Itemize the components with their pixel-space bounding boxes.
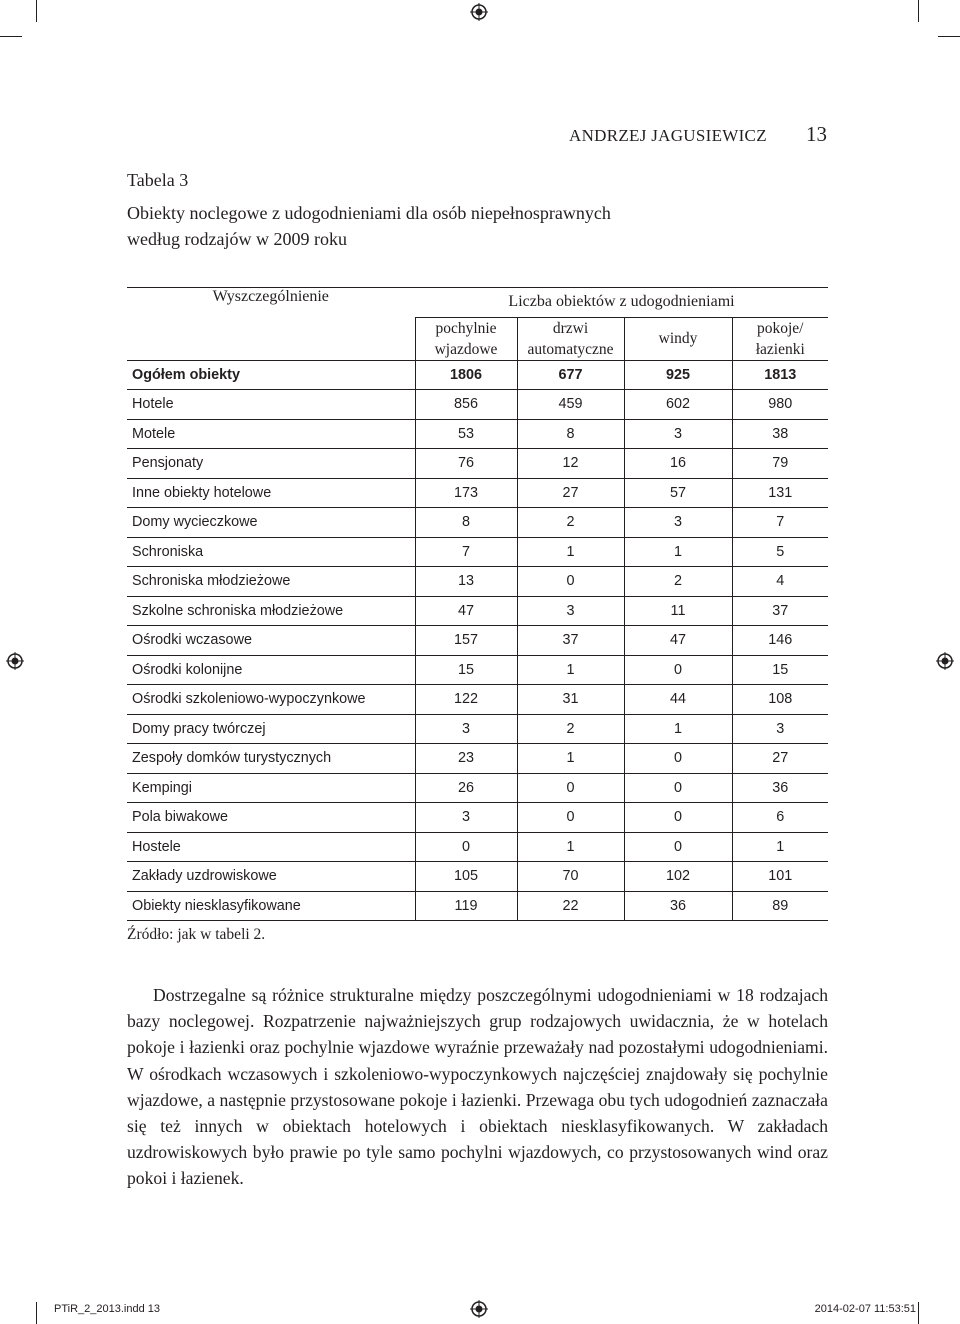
crop-mark <box>918 0 919 22</box>
table-cell: 0 <box>415 832 517 862</box>
print-footer <box>0 1300 960 1320</box>
table-cell: 36 <box>732 773 828 803</box>
table-cell: 11 <box>624 596 732 626</box>
row-label: Kempingi <box>127 773 415 803</box>
row-label: Inne obiekty hotelowe <box>127 478 415 508</box>
table-cell: 3 <box>624 419 732 449</box>
table-cell: 47 <box>415 596 517 626</box>
table-cell: 1 <box>517 832 624 862</box>
table-cell: 47 <box>624 626 732 656</box>
table-cell: 856 <box>415 390 517 420</box>
footer-timestamp: 2014-02-07 11:53:51 <box>814 1303 916 1315</box>
table-row <box>127 626 828 656</box>
table-cell: 5 <box>732 537 828 567</box>
table-cell: 0 <box>517 773 624 803</box>
table-cell: 1 <box>517 655 624 685</box>
table-cell: 1 <box>517 744 624 774</box>
table-cell: 3 <box>415 803 517 833</box>
table-cell: 980 <box>732 390 828 420</box>
table-cell: 0 <box>624 773 732 803</box>
table-cell: 3 <box>415 714 517 744</box>
table-cell: 76 <box>415 449 517 479</box>
table-cell: 459 <box>517 390 624 420</box>
table-row <box>127 862 828 892</box>
table-cell: 105 <box>415 862 517 892</box>
table-cell: 7 <box>415 537 517 567</box>
table-cell: 26 <box>415 773 517 803</box>
table-cell: 15 <box>415 655 517 685</box>
table-cell: 2 <box>517 714 624 744</box>
table-cell: 16 <box>624 449 732 479</box>
table-label: Tabela 3 <box>127 170 189 190</box>
row-label: Ośrodki kolonijne <box>127 655 415 685</box>
row-label: Ogółem obiekty <box>127 360 415 390</box>
table-cell: 157 <box>415 626 517 656</box>
table-row <box>127 714 828 744</box>
row-label: Motele <box>127 419 415 449</box>
table-cell: 108 <box>732 685 828 715</box>
table-cell: 6 <box>732 803 828 833</box>
table-cell: 101 <box>732 862 828 892</box>
row-label: Ośrodki wczasowe <box>127 626 415 656</box>
crop-mark <box>36 0 37 22</box>
table-row <box>127 419 828 449</box>
table-row <box>127 449 828 479</box>
table-row <box>127 508 828 538</box>
table-cell: 0 <box>624 803 732 833</box>
row-label: Zakłady uzdrowiskowe <box>127 862 415 892</box>
running-head-author: ANDRZEJ JAGUSIEWICZ <box>569 126 767 145</box>
row-label: Ośrodki szkoleniowo-wypoczynkowe <box>127 685 415 715</box>
row-label: Szkolne schroniska młodzieżowe <box>127 596 415 626</box>
table-cell: 36 <box>624 891 732 921</box>
table-cell: 37 <box>732 596 828 626</box>
table-source-note: Źródło: jak w tabeli 2. <box>127 926 266 943</box>
table-row <box>127 596 828 626</box>
row-label: Pensjonaty <box>127 449 415 479</box>
table-cell: 8 <box>517 419 624 449</box>
row-label: Zespoły domków turystycznych <box>127 744 415 774</box>
table-cell: 8 <box>415 508 517 538</box>
table-cell: 3 <box>517 596 624 626</box>
table-row <box>127 773 828 803</box>
table-cell: 1 <box>732 832 828 862</box>
column-header: drzwi automatyczne <box>517 317 624 360</box>
table-cell: 7 <box>732 508 828 538</box>
table-row <box>127 891 828 921</box>
stub-header: Wyszczególnienie <box>127 288 415 361</box>
table-cell: 677 <box>517 360 624 390</box>
table-cell: 4 <box>732 567 828 597</box>
table-cell: 27 <box>732 744 828 774</box>
table-cell: 27 <box>517 478 624 508</box>
table-cell: 0 <box>624 744 732 774</box>
table-cell: 0 <box>517 567 624 597</box>
table-row <box>127 478 828 508</box>
table-cell: 12 <box>517 449 624 479</box>
paragraph: Dostrzegalne są różnice strukturalne między poszczególnymi udogodnieniami w 18 rodzajach bazy noclegowej. Rozpatrzenie najważniejszych grup rodzajowych uwidacznia, że w hotelach pokoje i łazienki oraz pochylnie wjazdowe wyraźnie przeważały nad pozostałymi udogodnieniami. W ośrodkach wczasowych i szkoleniowo-wypoczynkowych najczęściej znajdowały się pochylnie wjazdowe, a następnie przystosowane pokoje i łazienki. Przewaga obu tych udogodnień zaznaczała się też innych w obiektach hotelowych i obiektach niesklasyfikowanych. W zakładach uzdrowiskowych było prawie po tyle samo pochylni wjazdowych, co przystosowanych wind oraz pokoi i łazienek. <box>127 985 828 1189</box>
table-cell: 23 <box>415 744 517 774</box>
body-text <box>127 982 828 1192</box>
registration-mark-icon <box>470 3 488 21</box>
table-cell: 1813 <box>732 360 828 390</box>
running-header <box>0 122 960 148</box>
table-cell: 602 <box>624 390 732 420</box>
table-cell: 37 <box>517 626 624 656</box>
table-cell: 119 <box>415 891 517 921</box>
table-cell: 2 <box>624 567 732 597</box>
row-label: Schroniska <box>127 537 415 567</box>
table-cell: 1 <box>624 714 732 744</box>
registration-mark-icon <box>6 652 24 670</box>
table-cell: 13 <box>415 567 517 597</box>
row-label: Domy wycieczkowe <box>127 508 415 538</box>
table-cell: 3 <box>624 508 732 538</box>
table-cell: 102 <box>624 862 732 892</box>
table-cell: 146 <box>732 626 828 656</box>
table-cell: 38 <box>732 419 828 449</box>
table-row <box>127 832 828 862</box>
table-cell: 0 <box>517 803 624 833</box>
table-title-line: według rodzajów w 2009 roku <box>127 229 347 249</box>
table-cell: 1 <box>517 537 624 567</box>
column-header: pochylnie wjazdowe <box>415 317 517 360</box>
page-number: 13 <box>806 122 827 146</box>
row-label: Pola biwakowe <box>127 803 415 833</box>
table-cell: 79 <box>732 449 828 479</box>
footer-filename: PTiR_2_2013.indd 13 <box>54 1303 161 1315</box>
table-row <box>127 537 828 567</box>
table-cell: 1806 <box>415 360 517 390</box>
table-cell: 57 <box>624 478 732 508</box>
table-cell: 53 <box>415 419 517 449</box>
table-cell: 22 <box>517 891 624 921</box>
column-header: windy <box>624 317 732 360</box>
table-cell: 122 <box>415 685 517 715</box>
spanner-header: Liczba obiektów z udogodnieniami <box>415 288 828 318</box>
table-row <box>127 360 828 390</box>
row-label: Schroniska młodzieżowe <box>127 567 415 597</box>
table-cell: 925 <box>624 360 732 390</box>
table-title-line: Obiekty noclegowe z udogodnieniami dla osób niepełnosprawnych <box>127 203 611 223</box>
table-cell: 1 <box>624 537 732 567</box>
registration-mark-icon <box>936 652 954 670</box>
table-cell: 131 <box>732 478 828 508</box>
table-row <box>127 803 828 833</box>
table-cell: 0 <box>624 832 732 862</box>
table-cell: 15 <box>732 655 828 685</box>
row-label: Obiekty niesklasyfikowane <box>127 891 415 921</box>
table-row <box>127 685 828 715</box>
row-label: Hostele <box>127 832 415 862</box>
table-cell: 3 <box>732 714 828 744</box>
row-label: Hotele <box>127 390 415 420</box>
crop-mark <box>0 36 22 37</box>
table-cell: 173 <box>415 478 517 508</box>
table-row <box>127 567 828 597</box>
crop-mark <box>938 36 960 37</box>
table-cell: 44 <box>624 685 732 715</box>
data-table <box>127 287 828 921</box>
column-header: pokoje/ łazienki <box>732 317 828 360</box>
table-cell: 31 <box>517 685 624 715</box>
table-row <box>127 655 828 685</box>
row-label: Domy pracy twórczej <box>127 714 415 744</box>
table-cell: 0 <box>624 655 732 685</box>
table-cell: 89 <box>732 891 828 921</box>
table-row <box>127 390 828 420</box>
table-row <box>127 744 828 774</box>
table-cell: 2 <box>517 508 624 538</box>
table-cell: 70 <box>517 862 624 892</box>
table-caption <box>127 168 847 252</box>
